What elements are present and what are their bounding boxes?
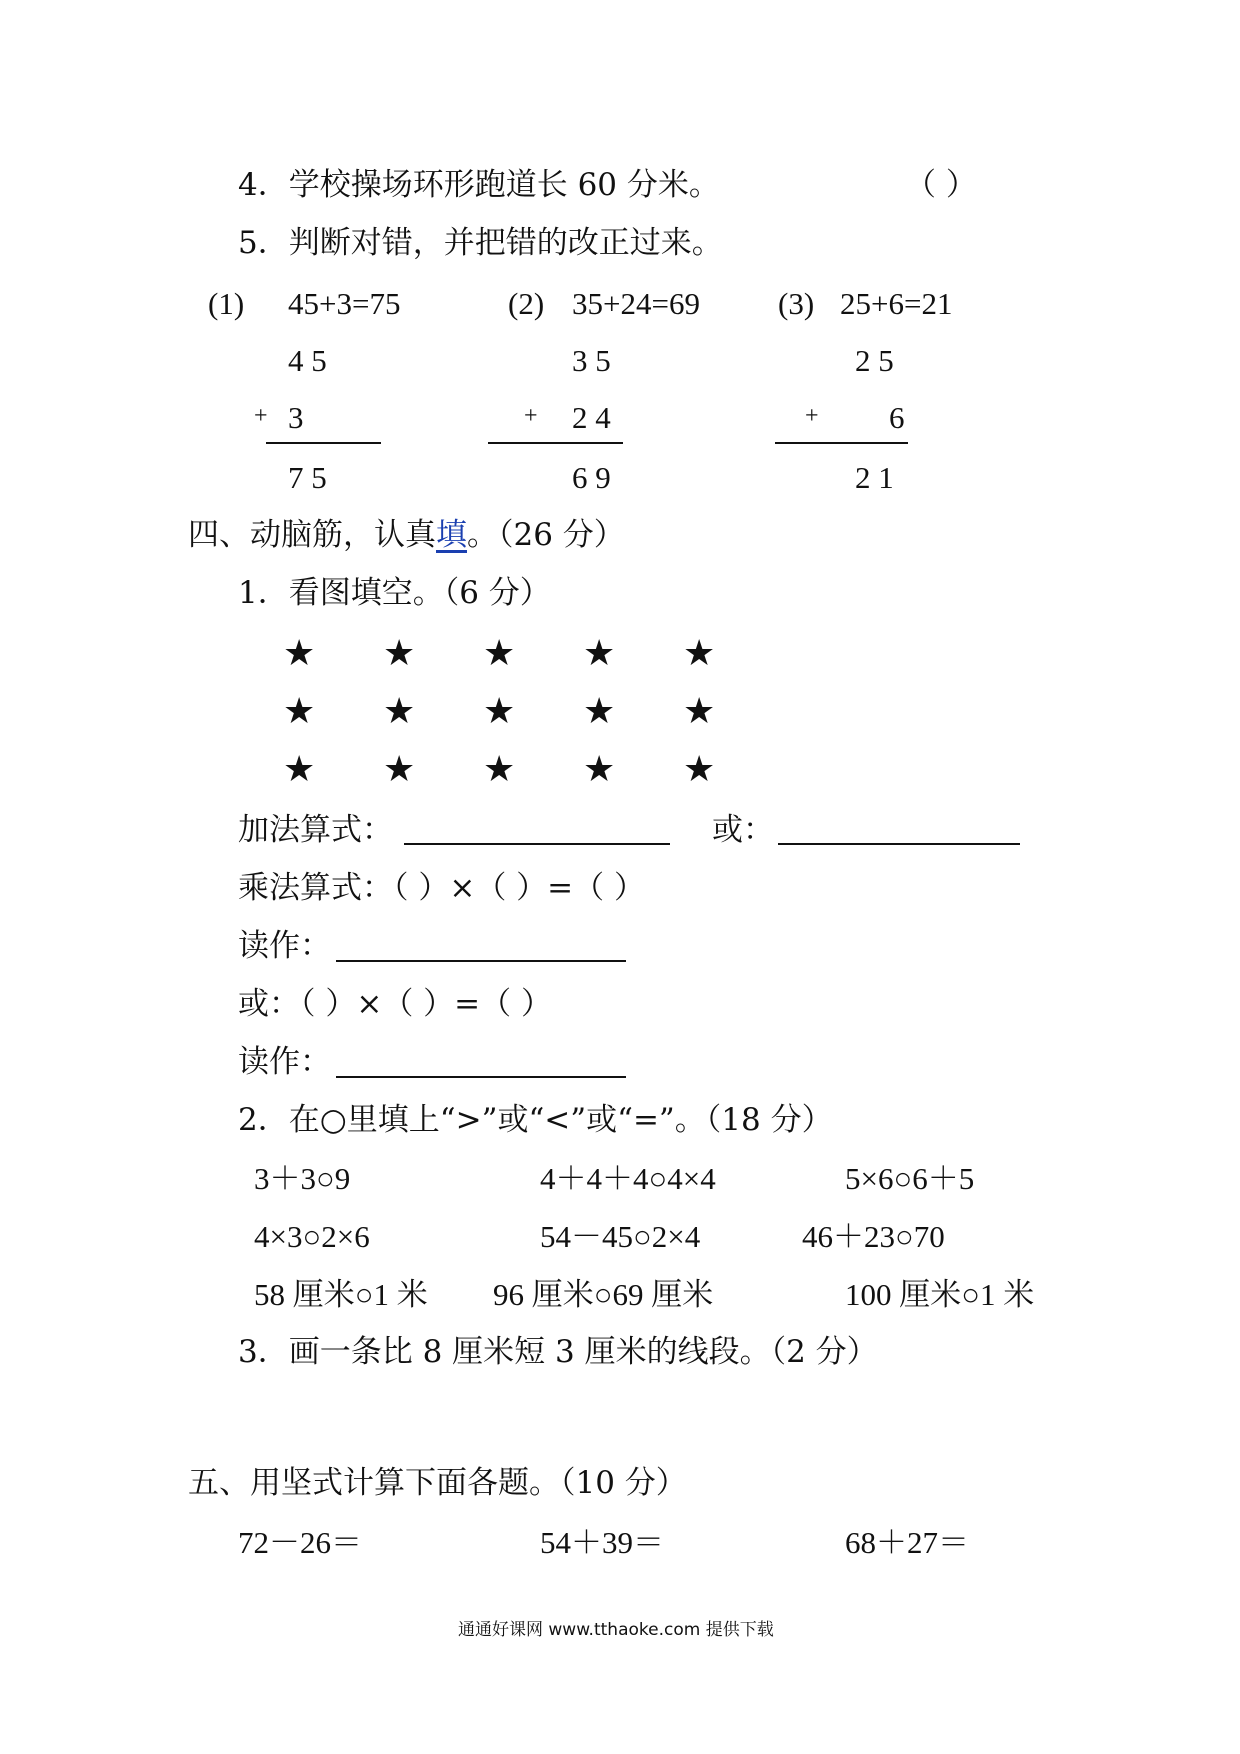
section-4-heading-end: 。（26 分） bbox=[467, 517, 625, 553]
q2-title: 2．在○里填上“>”或“<”或“=”。（18 分） bbox=[238, 1102, 833, 1138]
star-icon: ★ bbox=[583, 691, 616, 732]
judge-3-equation: 25+6=21 bbox=[840, 286, 953, 321]
read-as-label-2: 读作： bbox=[238, 1044, 331, 1080]
footer-source: 通通好课网 www.tthaoke.com 提供下载 bbox=[458, 1620, 774, 1640]
star-icon: ★ bbox=[483, 749, 516, 790]
judge-1-result: 7 5 bbox=[288, 460, 327, 495]
star-icon: ★ bbox=[283, 749, 316, 790]
q4-answer-paren: （ ） bbox=[905, 167, 977, 203]
judge-3-top-number: 2 5 bbox=[855, 343, 894, 378]
star-icon: ★ bbox=[483, 633, 516, 674]
star-icon: ★ bbox=[683, 691, 716, 732]
compare-r3-c2: 96 厘米○69 厘米 bbox=[493, 1277, 714, 1312]
addition-label: 加法算式： bbox=[238, 812, 393, 848]
judge-2-label: (2) bbox=[508, 286, 545, 321]
q4-text: 4．学校操场环形跑道长 60 分米。 bbox=[238, 167, 720, 203]
star-icon: ★ bbox=[383, 691, 416, 732]
judge-1-top-number: 4 5 bbox=[288, 343, 327, 378]
vertical-calc-1: 72－26＝ bbox=[238, 1525, 362, 1560]
judge-3-plus-sign: + bbox=[805, 403, 819, 429]
judge-2-bottom-number: 2 4 bbox=[572, 400, 611, 435]
judge-1-plus-sign: + bbox=[254, 403, 268, 429]
judge-2-plus-sign: + bbox=[524, 403, 538, 429]
star-icon: ★ bbox=[383, 633, 416, 674]
compare-r2-c3: 46＋23○70 bbox=[802, 1219, 945, 1254]
compare-r2-c2: 54－45○2×4 bbox=[540, 1219, 701, 1254]
judge-1-equation: 45+3=75 bbox=[288, 286, 401, 321]
star-icon: ★ bbox=[683, 749, 716, 790]
addition-answer-line[interactable] bbox=[404, 843, 670, 845]
star-icon: ★ bbox=[483, 691, 516, 732]
alt-multiplication-line: 或：（ ）×（ ）=（ ） bbox=[238, 986, 553, 1022]
addition-or-label: 或： bbox=[712, 812, 774, 848]
q3-title: 3．画一条比 8 厘米短 3 厘米的线段。（2 分） bbox=[238, 1334, 878, 1370]
compare-r1-c2: 4＋4＋4○4×4 bbox=[540, 1161, 716, 1196]
section-4-heading bbox=[188, 517, 625, 553]
star-icon: ★ bbox=[383, 749, 416, 790]
section-5-heading: 五、用坚式计算下面各题。（10 分） bbox=[188, 1465, 687, 1501]
judge-2-result: 6 9 bbox=[572, 460, 611, 495]
judge-3-bottom-number: 6 bbox=[889, 400, 905, 435]
judge-1-sum-line bbox=[266, 442, 381, 444]
q5-text: 5．判断对错，并把错的改正过来。 bbox=[238, 225, 723, 261]
section-4-heading-link[interactable]: 填 bbox=[436, 517, 467, 553]
vertical-calc-3: 68＋27＝ bbox=[845, 1525, 969, 1560]
star-icon: ★ bbox=[683, 633, 716, 674]
compare-r1-c3: 5×6○6＋5 bbox=[845, 1161, 975, 1196]
read-as-answer-line[interactable] bbox=[336, 960, 626, 962]
multiplication-line: 乘法算式：（ ）×（ ）=（ ） bbox=[238, 870, 646, 906]
judge-3-sum-line bbox=[775, 442, 908, 444]
judge-3-result: 2 1 bbox=[855, 460, 894, 495]
judge-2-equation: 35+24=69 bbox=[572, 286, 700, 321]
vertical-calc-2: 54＋39＝ bbox=[540, 1525, 664, 1560]
compare-r1-c1: 3＋3○9 bbox=[254, 1161, 351, 1196]
read-as-label: 读作： bbox=[238, 928, 331, 964]
compare-r3-c1: 58 厘米○1 米 bbox=[254, 1277, 428, 1312]
star-icon: ★ bbox=[583, 633, 616, 674]
judge-3-label: (3) bbox=[778, 286, 815, 321]
compare-r3-c3: 100 厘米○1 米 bbox=[845, 1277, 1035, 1312]
judge-1-bottom-number: 3 bbox=[288, 400, 304, 435]
addition-alt-answer-line[interactable] bbox=[778, 843, 1020, 845]
section-4-heading-start: 四、动脑筋，认真 bbox=[188, 517, 436, 553]
judge-2-top-number: 3 5 bbox=[572, 343, 611, 378]
judge-1-label: (1) bbox=[208, 286, 245, 321]
judge-2-sum-line bbox=[488, 442, 623, 444]
compare-r2-c1: 4×3○2×6 bbox=[254, 1219, 370, 1254]
star-icon: ★ bbox=[283, 633, 316, 674]
star-icon: ★ bbox=[583, 749, 616, 790]
star-icon: ★ bbox=[283, 691, 316, 732]
q1-title: 1．看图填空。（6 分） bbox=[238, 575, 551, 611]
read-as-answer-line-2[interactable] bbox=[336, 1076, 626, 1078]
